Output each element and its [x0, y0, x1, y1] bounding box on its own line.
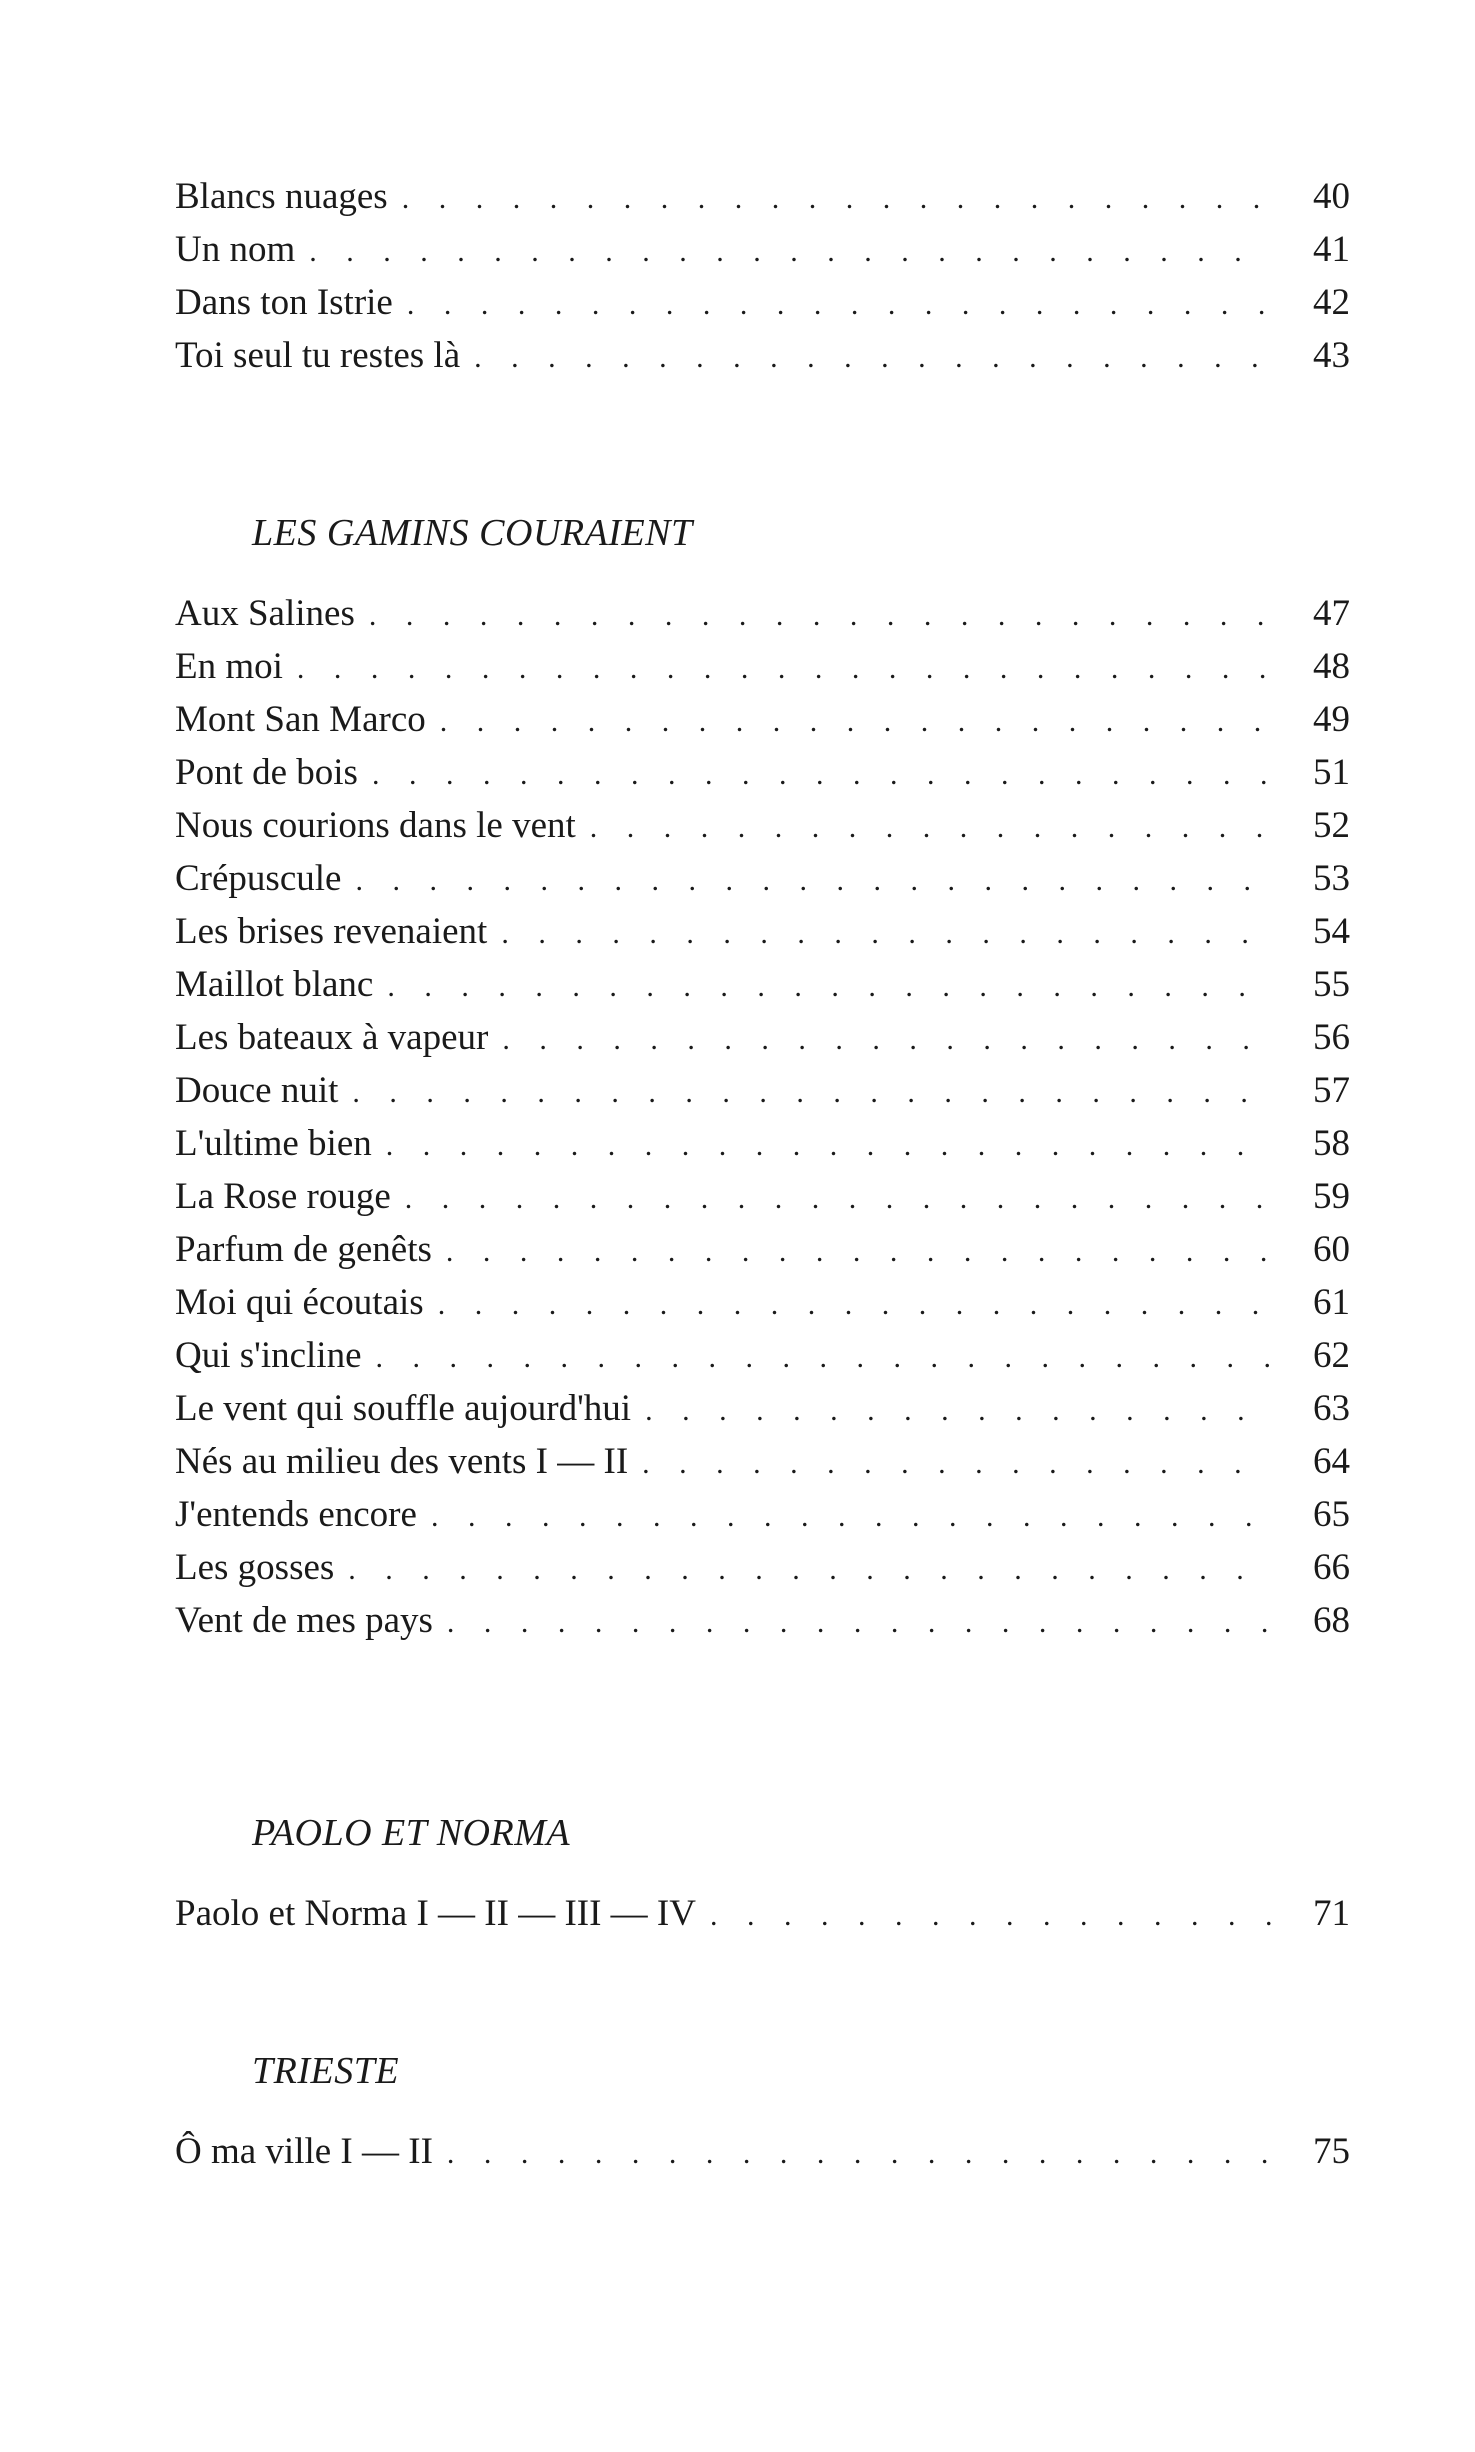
dot-leader	[440, 695, 1273, 748]
toc-entry	[175, 1064, 1350, 1117]
dot-leader	[502, 1013, 1273, 1066]
entry-page-number: 51	[1313, 752, 1350, 793]
entry-page-number: 43	[1313, 335, 1350, 376]
entry-title: Vent de mes pays	[175, 1600, 433, 1641]
entry-page-number: 53	[1313, 858, 1350, 899]
entry-title: Crépuscule	[175, 858, 342, 899]
entry-page-number: 57	[1313, 1070, 1350, 1111]
toc-entry	[175, 905, 1350, 958]
entry-page-number: 68	[1313, 1600, 1350, 1641]
dot-leader	[352, 1066, 1273, 1119]
entry-page-number: 65	[1313, 1494, 1350, 1535]
toc-entry	[175, 799, 1350, 852]
toc-entry	[175, 1435, 1350, 1488]
entry-page-number: 48	[1313, 646, 1350, 687]
dot-leader	[446, 1225, 1273, 1278]
dot-leader	[474, 331, 1273, 384]
entry-page-number: 54	[1313, 911, 1350, 952]
toc-group	[175, 170, 1350, 382]
table-of-contents	[175, 170, 1350, 2178]
entry-page-number: 64	[1313, 1441, 1350, 1482]
dot-leader	[438, 1278, 1273, 1331]
toc-entry	[175, 1011, 1350, 1064]
entry-page-number: 66	[1313, 1547, 1350, 1588]
toc-entry	[175, 329, 1350, 382]
dot-leader	[386, 1119, 1273, 1172]
dot-leader	[590, 801, 1273, 854]
toc-entry	[175, 1382, 1350, 1435]
entry-page-number: 40	[1313, 176, 1350, 217]
toc-group	[175, 2045, 1350, 2178]
dot-leader	[501, 907, 1273, 960]
toc-entry	[175, 693, 1350, 746]
dot-leader	[309, 225, 1273, 278]
dot-leader	[355, 854, 1273, 907]
entry-title: La Rose rouge	[175, 1176, 391, 1217]
entry-title: Blancs nuages	[175, 176, 388, 217]
entry-title: Toi seul tu restes là	[175, 335, 461, 376]
entry-page-number: 52	[1313, 805, 1350, 846]
toc-entry	[175, 1488, 1350, 1541]
entry-page-number: 60	[1313, 1229, 1350, 1270]
entry-page-number: 61	[1313, 1282, 1350, 1323]
dot-leader	[376, 1331, 1274, 1384]
entry-title: Aux Salines	[175, 593, 355, 634]
dot-leader	[405, 1172, 1273, 1225]
entry-title: Pont de bois	[175, 752, 358, 793]
toc-group	[175, 1807, 1350, 1940]
entry-title: Paolo et Norma I — II — III — IV	[175, 1893, 696, 1934]
toc-entry	[175, 1887, 1350, 1940]
toc-entry	[175, 1223, 1350, 1276]
entry-title: J'entends encore	[175, 1494, 417, 1535]
dot-leader	[297, 642, 1273, 695]
entry-page-number: 56	[1313, 1017, 1350, 1058]
dot-leader	[407, 278, 1273, 331]
dot-leader	[447, 1596, 1273, 1649]
entry-title: En moi	[175, 646, 283, 687]
entry-page-number: 49	[1313, 699, 1350, 740]
entry-page-number: 59	[1313, 1176, 1350, 1217]
toc-entry	[175, 852, 1350, 905]
section-heading: TRIESTE	[252, 2050, 400, 2092]
entry-title: Parfum de genêts	[175, 1229, 432, 1270]
entry-title: L'ultime bien	[175, 1123, 372, 1164]
entry-page-number: 55	[1313, 964, 1350, 1005]
section-heading: PAOLO ET NORMA	[252, 1812, 571, 1854]
toc-entry	[175, 1170, 1350, 1223]
entry-title: Les bateaux à vapeur	[175, 1017, 489, 1058]
dot-leader	[372, 748, 1273, 801]
toc-entry	[175, 223, 1350, 276]
entry-title: Mont San Marco	[175, 699, 426, 740]
entry-page-number: 42	[1313, 282, 1350, 323]
toc-entry	[175, 640, 1350, 693]
toc-entry	[175, 170, 1350, 223]
dot-leader	[369, 589, 1273, 642]
entry-title: Nés au milieu des vents I — II	[175, 1441, 629, 1482]
entry-title: Un nom	[175, 229, 296, 270]
entry-page-number: 63	[1313, 1388, 1350, 1429]
dot-leader	[710, 1889, 1273, 1942]
entry-title: Maillot blanc	[175, 964, 374, 1005]
entry-title: Ô ma ville I — II	[175, 2131, 433, 2172]
toc-entry	[175, 1329, 1350, 1382]
toc-entry	[175, 587, 1350, 640]
toc-entry	[175, 1541, 1350, 1594]
dot-leader	[387, 960, 1273, 1013]
dot-leader	[645, 1384, 1273, 1437]
entry-title: Moi qui écoutais	[175, 1282, 424, 1323]
toc-entry	[175, 1276, 1350, 1329]
section-heading: LES GAMINS COURAIENT	[252, 512, 693, 554]
toc-entry	[175, 746, 1350, 799]
dot-leader	[447, 2127, 1273, 2180]
entry-title: Douce nuit	[175, 1070, 339, 1111]
entry-title: Dans ton Istrie	[175, 282, 393, 323]
dot-leader	[431, 1490, 1273, 1543]
toc-group	[175, 507, 1350, 1647]
toc-entry	[175, 958, 1350, 1011]
entry-title: Les gosses	[175, 1547, 335, 1588]
entry-title: Nous courions dans le vent	[175, 805, 576, 846]
dot-leader	[402, 172, 1273, 225]
toc-entry	[175, 1117, 1350, 1170]
entry-page-number: 62	[1313, 1335, 1350, 1376]
entry-page-number: 41	[1313, 229, 1350, 270]
toc-entry	[175, 2125, 1350, 2178]
entry-page-number: 47	[1313, 593, 1350, 634]
dot-leader	[348, 1543, 1273, 1596]
entry-title: Le vent qui souffle aujourd'hui	[175, 1388, 632, 1429]
entry-page-number: 71	[1313, 1893, 1350, 1934]
toc-entry	[175, 276, 1350, 329]
entry-page-number: 75	[1313, 2131, 1350, 2172]
entry-title: Les brises revenaient	[175, 911, 488, 952]
entry-page-number: 58	[1313, 1123, 1350, 1164]
dot-leader	[642, 1437, 1273, 1490]
entry-title: Qui s'incline	[175, 1335, 362, 1376]
toc-entry	[175, 1594, 1350, 1647]
